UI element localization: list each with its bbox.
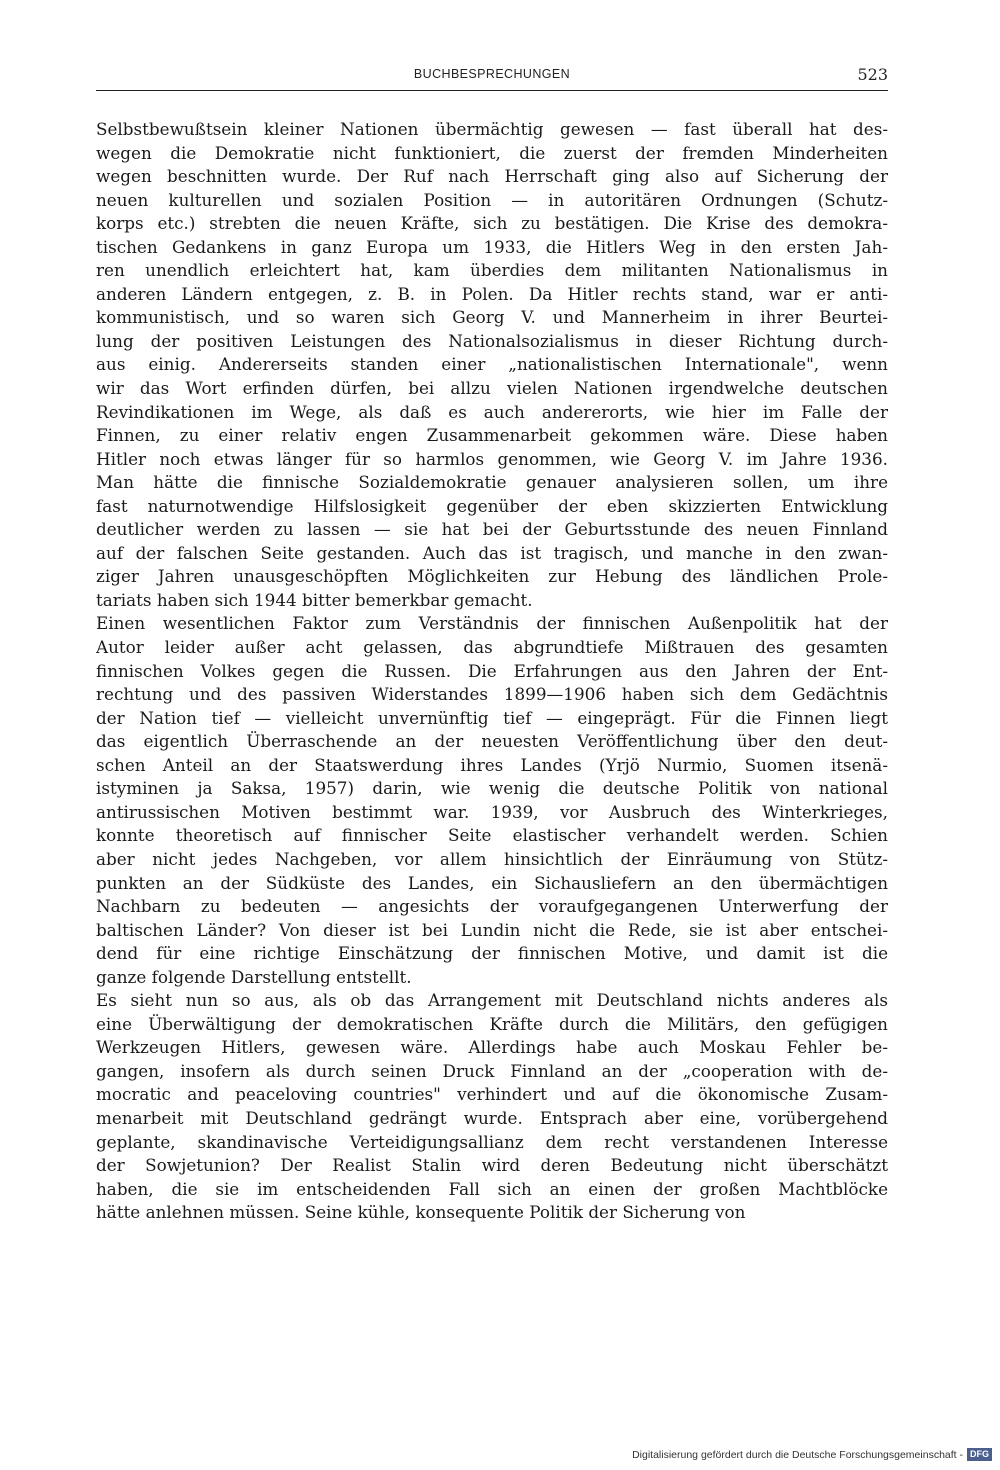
text-line: aus einig. Andererseits standen einer „nationalistischen Internationale", wenn bbox=[96, 354, 888, 375]
text-line: korps etc.) strebten die neuen Kräfte, sich zu bestätigen. Die Krise des demokra- bbox=[96, 213, 888, 234]
text-line: Hitler noch etwas länger für so harmlos genommen, wie Georg V. im Jahre 1936. bbox=[96, 448, 888, 469]
text-line: schen Anteil an der Staatswerdung ihres Landes (Yrjö Nurmio, Suomen itsenä- bbox=[96, 754, 888, 775]
text-line: Einen wesentlichen Faktor zum Verständnis der finnischen Außenpolitik hat der bbox=[96, 613, 888, 634]
text-line: ganze folgende Darstellung entstellt. bbox=[96, 966, 412, 987]
paragraph bbox=[96, 612, 888, 989]
text-line: Man hätte die finnische Sozialdemokratie genauer analysieren sollen, um ihre bbox=[96, 472, 888, 493]
text-line: der Nation tief — vielleicht unvernünftig tief — eingeprägt. Für die Finnen liegt bbox=[96, 707, 888, 728]
text-line: menarbeit mit Deutschland gedrängt wurde. Entsprach aber eine, vorübergehend bbox=[96, 1107, 888, 1128]
text-line: wegen die Demokratie nicht funktioniert, die zuerst der fremden Minderheiten bbox=[96, 142, 888, 163]
text-line: Werkzeugen Hitlers, gewesen wäre. Allerdings habe auch Moskau Fehler be- bbox=[96, 1037, 888, 1058]
text-line: tariats haben sich 1944 bitter bemerkbar gemacht. bbox=[96, 589, 533, 610]
text-line: ziger Jahren unausgeschöpften Möglichkeiten zur Hebung des ländlichen Prole- bbox=[96, 566, 888, 587]
text-line: geplante, skandinavische Verteidigungsallianz dem recht verstandenen Interesse bbox=[96, 1131, 888, 1152]
text-line: anderen Ländern entgegen, z. B. in Polen. Da Hitler rechts stand, war er anti- bbox=[96, 283, 888, 304]
dfg-logo: DFG bbox=[967, 1448, 992, 1461]
text-line: ren unendlich erleichtert hat, kam überdies dem militanten Nationalismus in bbox=[96, 260, 888, 281]
text-line: mocratic and peaceloving countries" verhindert und auf die ökonomische Zusam- bbox=[96, 1084, 888, 1105]
text-line: das eigentlich Überraschende an der neuesten Veröffentlichung über den deut- bbox=[96, 731, 888, 752]
footer-credit-text: Digitalisierung gefördert durch die Deutsche Forschungsgemeinschaft - bbox=[632, 1448, 963, 1461]
text-line: Revindikationen im Wege, als daß es auch andererorts, wie hier im Falle der bbox=[96, 401, 888, 422]
text-line: rechtung und des passiven Widerstandes 1899—1906 haben sich dem Gedächtnis bbox=[96, 684, 888, 705]
text-line: antirussischen Motiven bestimmt war. 1939, vor Ausbruch des Winterkrieges, bbox=[96, 801, 888, 822]
text-line: deutlicher werden zu lassen — sie hat bei der Geburtsstunde des neuen Finnland bbox=[96, 519, 888, 540]
text-line: der Sowjetunion? Der Realist Stalin wird deren Bedeutung nicht überschätzt bbox=[96, 1155, 888, 1176]
text-line: Es sieht nun so aus, als ob das Arrangement mit Deutschland nichts anderes als bbox=[96, 990, 888, 1011]
text-line: aber nicht jedes Nachgeben, vor allem hinsichtlich der Einräumung von Stütz- bbox=[96, 848, 888, 869]
text-line: tischen Gedankens in ganz Europa um 1933, die Hitlers Weg in den ersten Jah- bbox=[96, 236, 888, 257]
body-text bbox=[96, 118, 888, 1225]
page-header bbox=[96, 62, 888, 91]
paragraph bbox=[96, 989, 888, 1224]
text-line: kommunistisch, und so waren sich Georg V. und Mannerheim in ihrer Beurtei- bbox=[96, 307, 888, 328]
text-line: gangen, insofern als durch seinen Druck Finnland an der „cooperation with de- bbox=[96, 1060, 888, 1081]
text-line: istyminen ja Saksa, 1957) darin, wie wenig die deutsche Politik von national bbox=[96, 778, 888, 799]
page-number: 523 bbox=[857, 65, 888, 84]
text-line: baltischen Länder? Von dieser ist bei Lundin nicht die Rede, sie ist aber entschei- bbox=[96, 919, 888, 940]
text-line: Selbstbewußtsein kleiner Nationen übermächtig gewesen — fast überall hat des- bbox=[96, 119, 888, 139]
text-line: eine Überwältigung der demokratischen Kräfte durch die Militärs, den gefügigen bbox=[96, 1013, 888, 1034]
text-line: Finnen, zu einer relativ engen Zusammenarbeit gekommen wäre. Diese haben bbox=[96, 425, 888, 446]
text-line: finnischen Volkes gegen die Russen. Die Erfahrungen aus den Jahren der Ent- bbox=[96, 660, 888, 681]
paragraph bbox=[96, 118, 888, 612]
footer-credit bbox=[632, 1448, 992, 1461]
text-line: wegen beschnitten wurde. Der Ruf nach Herrschaft ging also auf Sicherung der bbox=[96, 166, 888, 187]
text-line: auf der falschen Seite gestanden. Auch das ist tragisch, und manche in den zwan- bbox=[96, 542, 888, 563]
running-head: BUCHBESPRECHUNGEN bbox=[413, 67, 571, 81]
text-line: neuen kulturellen und sozialen Position — in autoritären Ordnungen (Schutz- bbox=[96, 189, 888, 210]
text-line: lung der positiven Leistungen des Nationalsozialismus in dieser Richtung durch- bbox=[96, 330, 888, 351]
text-line: haben, die sie im entscheidenden Fall sich an einen der großen Machtblöcke bbox=[96, 1178, 888, 1199]
text-line: dend für eine richtige Einschätzung der finnischen Motive, und damit ist die bbox=[96, 943, 888, 964]
text-line: fast naturnotwendige Hilfslosigkeit gegenüber der eben skizzierten Entwicklung bbox=[96, 495, 888, 516]
text-line: hätte anlehnen müssen. Seine kühle, konsequente Politik der Sicherung von bbox=[96, 1202, 746, 1223]
text-line: konnte theoretisch auf finnischer Seite elastischer verhandelt werden. Schien bbox=[96, 825, 888, 846]
text-line: Nachbarn zu bedeuten — angesichts der voraufgegangenen Unterwerfung der bbox=[96, 896, 888, 917]
text-line: wir das Wort erfinden dürfen, bei allzu vielen Nationen irgendwelche deutschen bbox=[96, 378, 888, 399]
text-line: Autor leider außer acht gelassen, das abgrundtiefe Mißtrauen des gesamten bbox=[96, 637, 888, 658]
text-line: punkten an der Südküste des Landes, ein Sichausliefern an den übermächtigen bbox=[96, 872, 888, 893]
